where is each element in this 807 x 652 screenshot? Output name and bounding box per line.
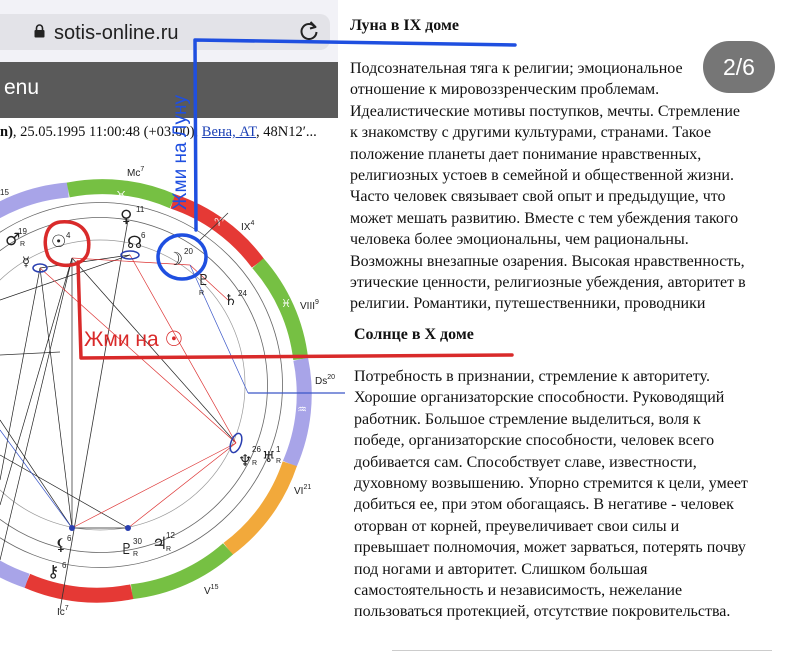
text-line: духовному возвышению. Упорно стремится к цели, умеет [354,475,748,493]
zodiac-segment-scorpio [27,581,132,595]
text-line: работник. Большое стремление выделиться, воля к [354,410,701,428]
svg-text:VI21 [294,484,311,497]
uranus-glyph[interactable]: ♅ [262,448,276,466]
site-menu-bar[interactable] [0,62,338,118]
retro-mark: R [276,458,282,465]
section-title-sun: Солнце в X доме [354,326,474,343]
text-line: добивается сам. Способствует славе, известности, [354,453,697,471]
mercury-glyph[interactable]: ☿ [22,255,30,270]
neptune-degree: 26 [252,445,261,454]
node-glyph[interactable]: ☊ [127,233,143,253]
retro-mark: R [133,551,139,558]
text-line: этические ценности, религиозные убеждения, авторитет в [350,274,746,292]
mars-degree: 19 [18,227,27,236]
menu-label[interactable]: enu [4,76,40,99]
chart-info-prefix: n) [0,124,13,140]
pluto-degree: 30 [133,537,142,546]
text-line: может мешать развитию. Вместе с тем убеждения такого [350,209,739,227]
moon-glyph[interactable]: ☽ [167,249,184,270]
text-line: Потребность в признании, стремление к авторитету. [354,368,710,385]
venus-glyph[interactable]: ♀ [120,207,133,227]
ic-degree: 7 [64,605,69,612]
svg-text:VIII9 [300,299,319,312]
text-line: религиозных устоев в семейной и общественной жизни. [350,167,734,185]
retro-mark: R [20,241,26,248]
sun-glyph[interactable]: ☉ [51,232,67,252]
lilith-glyph[interactable]: ⚸ [55,535,67,554]
venus-degree: 11 [136,205,145,214]
section-title-moon: Луна в IX доме [350,17,459,34]
mc-degree: 7 [140,166,145,173]
section-text-moon [350,58,746,315]
text-line: добиться ее, при этом обогащаясь. В негативе - человек [354,496,734,514]
house-8-label: VIII [300,301,316,312]
mc-label: Mc [127,168,141,179]
chiron-degree: 6 [62,561,67,570]
sun-hint: Жми на ☉ [84,328,184,351]
section-text-sun [354,366,748,623]
natal-chart[interactable] [0,150,345,652]
text-line: оторван от корней, преувеличивает свои силы и [354,517,680,535]
saturn-degree: 24 [238,289,247,298]
divider [392,650,772,651]
svg-text:Ds20 [315,374,335,387]
house-9-label: IX [241,222,251,233]
jupiter-degree: 12 [166,531,175,540]
text-line: Подсознательная тяга к религии; эмоциональное [350,60,683,77]
text-line: к знакомству с другими культурами, странами. Такое [350,124,712,142]
moon-degree: 20 [184,247,193,256]
svg-text:♉: ♉ [116,189,126,202]
lock-icon [34,24,45,38]
neptune-glyph[interactable]: ♆ [238,451,253,470]
node-degree: 6 [141,231,146,240]
svg-text:♓: ♓ [281,297,291,310]
left-degree: 15 [0,188,9,197]
zodiac-segment-pisces [258,263,301,359]
text-line: положение планеты дает понимание нравственных, [350,145,702,163]
house-6-degree: 21 [303,484,312,491]
moon-hint: Жми на Луну [170,94,191,210]
svg-text:Ic7 [57,605,69,618]
svg-text:V15 [204,584,219,597]
sun-degree: 4 [66,231,71,240]
chart-info-line [0,124,345,141]
uranus-degree: 1 [276,445,281,454]
text-line: под ногами и авторитет. Слишком большая [354,560,648,578]
svg-text:IX4 [241,220,254,233]
svg-text:♒: ♒ [297,403,307,416]
text-line: Возможны внезапные озарения. Высокая нравственность, [350,252,745,270]
text-line: Идеалистические мотивы поступков, мечты. Стремление [350,102,741,120]
text-line: религии. Романтики, путешественники, проводники [350,295,706,313]
retro-mark: R [199,290,205,297]
city-link[interactable]: Вена, AT [201,124,256,140]
text-line: пользоваться протекцией, отсутствие покровительства. [354,603,731,621]
text-line: отношение к мировоззренческим проблемам. [350,81,660,99]
ic-label: Ic [57,607,65,618]
retro-mark: R [252,460,258,467]
house-6-label: VI [294,486,304,497]
ds-degree: 20 [327,374,336,381]
pluto-glyph[interactable]: ♇ [197,271,211,289]
text-line: человека более эмоциональны, чем рациональны. [350,231,689,249]
house-5-label: V [204,586,211,597]
text-line: самостоятельность и независимость, нежелание [354,582,683,600]
reload-icon[interactable] [298,20,320,42]
text-line: превышает полномочия, может зарваться, потерять почву [354,539,746,557]
pluto2-glyph[interactable]: ♇ [120,540,134,558]
text-line: Хорошие организаторские способности. Руководящий [354,389,725,407]
zodiac-segment-capricorn [228,464,290,549]
house-9-degree: 4 [250,220,255,227]
text-line: Часто человек связывает свой опыт и предыдущие, что [350,188,726,206]
page-counter: 2/6 [703,41,775,93]
ds-label: Ds [315,376,328,387]
svg-text:♊: ♊ [13,210,23,223]
chart-datetime: , 25.05.1995 11:00:48 (+03:00), [12,124,202,140]
url-text[interactable]: sotis-online.ru [54,22,179,44]
chiron-glyph[interactable]: ⚷ [47,562,60,582]
house-8-degree: 9 [315,299,319,306]
saturn-glyph[interactable]: ♄ [224,291,238,309]
house-5-degree: 15 [210,584,219,591]
retro-mark: R [166,546,172,553]
jupiter-glyph[interactable]: ♃ [152,534,168,554]
chart-coords: , 48N12′... [256,124,317,140]
mars-glyph[interactable]: ♂ [5,230,21,250]
svg-text:Mc7 [127,166,144,179]
svg-text:♈: ♈ [214,216,224,229]
text-line: победе, организаторские способности, человек всего [354,432,715,450]
lilith-degree: 6 [67,534,72,543]
